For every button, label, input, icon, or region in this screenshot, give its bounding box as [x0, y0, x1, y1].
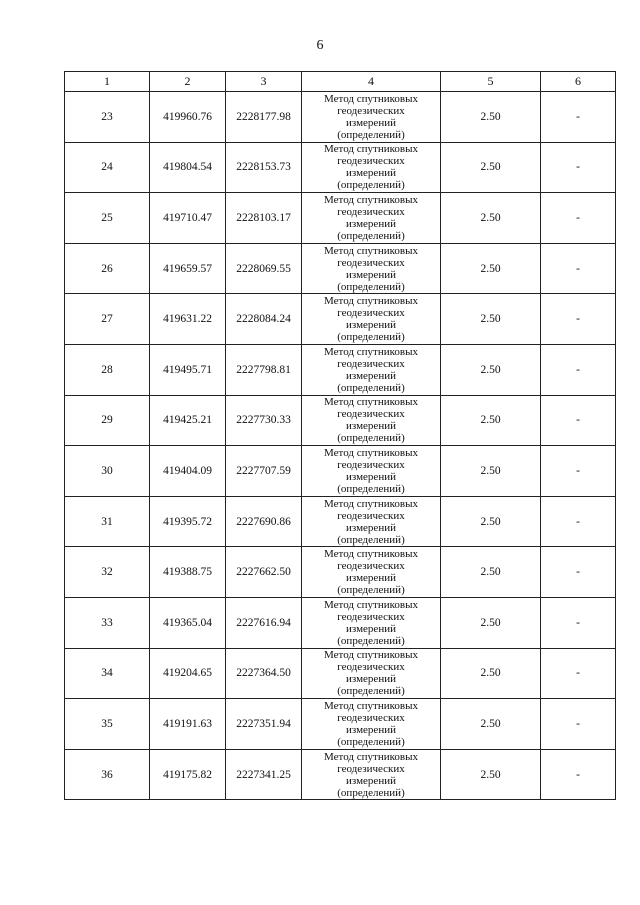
method-line: (определений) [337, 533, 405, 546]
method-line: Метод спутниковых [324, 295, 418, 308]
table-row [65, 547, 616, 598]
accuracy-cell: 2.50 [441, 395, 541, 446]
method-line: (определений) [337, 482, 405, 495]
method-line: (определений) [337, 128, 405, 141]
method-cell [302, 597, 441, 648]
method-line: Метод спутниковых [324, 497, 418, 510]
accuracy-cell: 2.50 [441, 496, 541, 547]
method-line: геодезических [337, 307, 405, 320]
method-line: измерений [346, 622, 396, 635]
point-number-cell: 34 [65, 648, 150, 699]
method-line: (определений) [337, 634, 405, 647]
method-line: измерений [346, 319, 396, 332]
method-line: Метод спутниковых [324, 345, 418, 358]
description-cell: - [541, 749, 616, 800]
method-line: (определений) [337, 735, 405, 748]
x-coordinate-cell: 419175.82 [150, 749, 226, 800]
x-coordinate-cell: 419388.75 [150, 547, 226, 598]
method-cell [302, 496, 441, 547]
point-number-cell: 31 [65, 496, 150, 547]
description-cell: - [541, 648, 616, 699]
method-line: измерений [346, 774, 396, 787]
y-coordinate-cell: 2227616.94 [226, 597, 302, 648]
method-line: Метод спутниковых [324, 699, 418, 712]
x-coordinate-cell: 419204.65 [150, 648, 226, 699]
header-cell: 5 [441, 72, 541, 92]
method-line: (определений) [337, 432, 405, 445]
y-coordinate-cell: 2228103.17 [226, 193, 302, 244]
x-coordinate-cell: 419495.71 [150, 344, 226, 395]
method-line: геодезических [337, 256, 405, 269]
method-line: Метод спутниковых [324, 92, 418, 105]
header-cell: 4 [302, 72, 441, 92]
y-coordinate-cell: 2228084.24 [226, 294, 302, 345]
x-coordinate-cell: 419659.57 [150, 243, 226, 294]
y-coordinate-cell: 2228177.98 [226, 92, 302, 143]
point-number-cell: 23 [65, 92, 150, 143]
table-row [65, 395, 616, 446]
method-line: измерений [346, 723, 396, 736]
method-cell [302, 446, 441, 497]
method-line: геодезических [337, 762, 405, 775]
x-coordinate-cell: 419191.63 [150, 699, 226, 750]
x-coordinate-cell: 419395.72 [150, 496, 226, 547]
method-line: Метод спутниковых [324, 598, 418, 611]
table-row [65, 496, 616, 547]
x-coordinate-cell: 419631.22 [150, 294, 226, 345]
y-coordinate-cell: 2227351.94 [226, 699, 302, 750]
description-cell: - [541, 243, 616, 294]
point-number-cell: 29 [65, 395, 150, 446]
description-cell: - [541, 395, 616, 446]
method-cell [302, 344, 441, 395]
accuracy-cell: 2.50 [441, 294, 541, 345]
header-cell: 6 [541, 72, 616, 92]
point-number-cell: 36 [65, 749, 150, 800]
method-line: (определений) [337, 381, 405, 394]
method-line: измерений [346, 521, 396, 534]
table-row [65, 699, 616, 750]
x-coordinate-cell: 419710.47 [150, 193, 226, 244]
description-cell: - [541, 142, 616, 193]
method-line: геодезических [337, 560, 405, 573]
method-line: измерений [346, 673, 396, 686]
description-cell: - [541, 597, 616, 648]
table-row [65, 597, 616, 648]
y-coordinate-cell: 2227662.50 [226, 547, 302, 598]
method-cell [302, 547, 441, 598]
method-line: измерений [346, 420, 396, 433]
accuracy-cell: 2.50 [441, 344, 541, 395]
method-line: Метод спутниковых [324, 649, 418, 662]
point-number-cell: 26 [65, 243, 150, 294]
point-number-cell: 24 [65, 142, 150, 193]
method-cell [302, 243, 441, 294]
method-line: (определений) [337, 179, 405, 192]
table-row [65, 193, 616, 244]
method-line: Метод спутниковых [324, 143, 418, 156]
accuracy-cell: 2.50 [441, 547, 541, 598]
method-cell [302, 749, 441, 800]
y-coordinate-cell: 2227798.81 [226, 344, 302, 395]
method-cell [302, 699, 441, 750]
y-coordinate-cell: 2227707.59 [226, 446, 302, 497]
method-line: геодезических [337, 509, 405, 522]
description-cell: - [541, 344, 616, 395]
method-line: геодезических [337, 711, 405, 724]
point-number-cell: 30 [65, 446, 150, 497]
method-cell [302, 193, 441, 244]
page-number: 6 [316, 38, 324, 53]
coordinates-table [64, 71, 616, 800]
header-cell: 2 [150, 72, 226, 92]
table-row [65, 648, 616, 699]
accuracy-cell: 2.50 [441, 92, 541, 143]
table-row [65, 446, 616, 497]
method-line: Метод спутниковых [324, 750, 418, 763]
method-line: геодезических [337, 155, 405, 168]
table-header-row [65, 72, 616, 92]
method-line: геодезических [337, 357, 405, 370]
point-number-cell: 28 [65, 344, 150, 395]
method-line: измерений [346, 167, 396, 180]
accuracy-cell: 2.50 [441, 699, 541, 750]
method-line: геодезических [337, 205, 405, 218]
method-line: геодезических [337, 610, 405, 623]
table-row [65, 142, 616, 193]
method-line: измерений [346, 116, 396, 129]
table-row [65, 243, 616, 294]
x-coordinate-cell: 419425.21 [150, 395, 226, 446]
method-line: измерений [346, 268, 396, 281]
method-line: (определений) [337, 331, 405, 344]
method-line: измерений [346, 470, 396, 483]
x-coordinate-cell: 419960.76 [150, 92, 226, 143]
method-line: Метод спутниковых [324, 244, 418, 257]
description-cell: - [541, 92, 616, 143]
method-line: (определений) [337, 786, 405, 799]
y-coordinate-cell: 2227364.50 [226, 648, 302, 699]
table-body [65, 92, 616, 800]
method-cell [302, 92, 441, 143]
x-coordinate-cell: 419365.04 [150, 597, 226, 648]
description-cell: - [541, 496, 616, 547]
accuracy-cell: 2.50 [441, 597, 541, 648]
method-line: (определений) [337, 280, 405, 293]
accuracy-cell: 2.50 [441, 648, 541, 699]
method-line: геодезических [337, 661, 405, 674]
point-number-cell: 35 [65, 699, 150, 750]
accuracy-cell: 2.50 [441, 749, 541, 800]
method-cell [302, 142, 441, 193]
description-cell: - [541, 446, 616, 497]
method-line: Метод спутниковых [324, 446, 418, 459]
method-cell [302, 395, 441, 446]
method-line: Метод спутниковых [324, 193, 418, 206]
method-line: измерений [346, 369, 396, 382]
y-coordinate-cell: 2227730.33 [226, 395, 302, 446]
accuracy-cell: 2.50 [441, 142, 541, 193]
description-cell: - [541, 699, 616, 750]
table-row [65, 92, 616, 143]
description-cell: - [541, 547, 616, 598]
point-number-cell: 33 [65, 597, 150, 648]
accuracy-cell: 2.50 [441, 446, 541, 497]
point-number-cell: 27 [65, 294, 150, 345]
accuracy-cell: 2.50 [441, 243, 541, 294]
method-line: (определений) [337, 229, 405, 242]
method-line: геодезических [337, 458, 405, 471]
method-cell [302, 648, 441, 699]
x-coordinate-cell: 419404.09 [150, 446, 226, 497]
x-coordinate-cell: 419804.54 [150, 142, 226, 193]
method-line: (определений) [337, 685, 405, 698]
method-line: измерений [346, 572, 396, 585]
description-cell: - [541, 294, 616, 345]
method-line: Метод спутниковых [324, 396, 418, 409]
y-coordinate-cell: 2228153.73 [226, 142, 302, 193]
description-cell: - [541, 193, 616, 244]
point-number-cell: 25 [65, 193, 150, 244]
y-coordinate-cell: 2227690.86 [226, 496, 302, 547]
table-row [65, 294, 616, 345]
table-row [65, 749, 616, 800]
method-line: измерений [346, 217, 396, 230]
method-line: геодезических [337, 104, 405, 117]
point-number-cell: 32 [65, 547, 150, 598]
header-cell: 3 [226, 72, 302, 92]
method-line: Метод спутниковых [324, 548, 418, 561]
y-coordinate-cell: 2228069.55 [226, 243, 302, 294]
header-cell: 1 [65, 72, 150, 92]
table-row [65, 344, 616, 395]
method-cell [302, 294, 441, 345]
method-line: геодезических [337, 408, 405, 421]
accuracy-cell: 2.50 [441, 193, 541, 244]
method-line: (определений) [337, 584, 405, 597]
y-coordinate-cell: 2227341.25 [226, 749, 302, 800]
